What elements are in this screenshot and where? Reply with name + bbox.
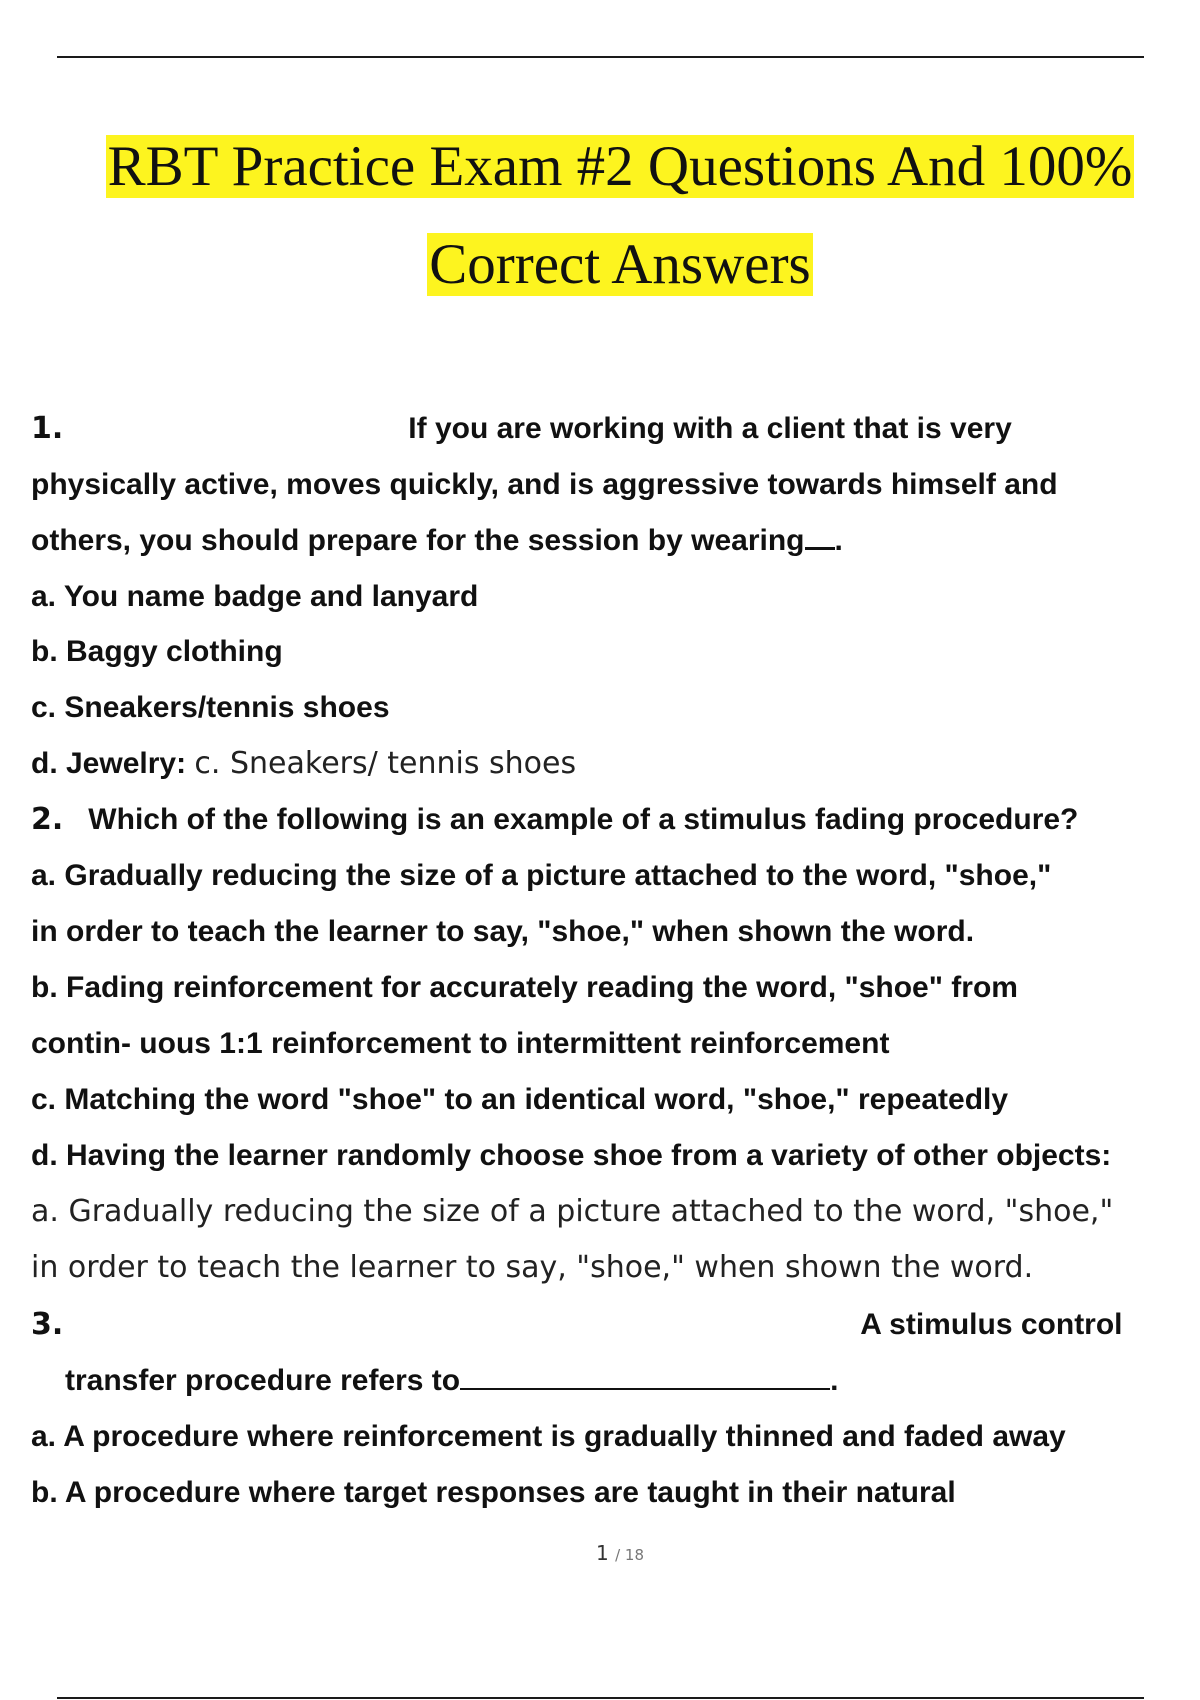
question-2-number: 2. — [31, 802, 64, 837]
question-1-option-c: c. Sneakers/tennis shoes — [31, 691, 390, 724]
question-2-answer-2: in order to teach the learner to say, "shoe," when shown the word. — [31, 1250, 1034, 1285]
page-current: 1 — [595, 1541, 609, 1565]
question-2-option-a-2: in order to teach the learner to say, "shoe," when shown the word. — [31, 915, 975, 948]
question-1-line-3: others, you should prepare for the session by wearing . — [31, 513, 1191, 569]
question-2-answer-1: a. Gradually reducing the size of a picture attached to the word, "shoe," — [31, 1194, 1114, 1229]
question-2-option-b-1: b. Fading reinforcement for accurately reading the word, "shoe" from — [31, 971, 1018, 1004]
title-line-2: Correct Answers — [429, 233, 811, 296]
document-title — [0, 118, 1200, 314]
question-1-answer: c. Sneakers/ tennis shoes — [194, 746, 577, 781]
answer-blank — [460, 1360, 830, 1390]
question-3-line-1 — [31, 1297, 1191, 1353]
question-2-stem: Which of the following is an example of a stimulus fading procedure? — [88, 803, 1079, 836]
question-2-line-1 — [31, 792, 1191, 848]
question-3-line-2: transfer procedure refers to . — [65, 1353, 1200, 1409]
question-1-number: 1. — [31, 411, 64, 446]
page-indicator — [0, 1541, 1200, 1565]
question-2-option-b-2: contin- uous 1:1 reinforcement to intermittent reinforcement — [31, 1027, 890, 1060]
question-2-option-a-1: a. Gradually reducing the size of a picture attached to the word, "shoe," — [31, 859, 1052, 892]
question-3-number: 3. — [31, 1307, 64, 1342]
question-1-line-1 — [31, 401, 1191, 457]
question-3-stem-1: A stimulus control — [860, 1308, 1123, 1341]
question-3-option-b: b. A procedure where target responses are taught in their natural — [31, 1476, 956, 1509]
page-total: / 18 — [615, 1546, 644, 1564]
question-3-stem-2: transfer procedure refers to — [65, 1364, 461, 1397]
question-1-stem-1: If you are working with a client that is very — [408, 412, 1012, 445]
question-3-option-a: a. A procedure where reinforcement is gradually thinned and faded away — [31, 1420, 1066, 1453]
title-line-1: RBT Practice Exam #2 Questions And 100% — [107, 135, 1133, 198]
question-1-option-d: d. Jewelry: — [31, 747, 187, 780]
bottom-rule — [57, 1697, 1144, 1699]
question-1-stem-3: others, you should prepare for the session by wearing — [31, 524, 805, 557]
question-1-option-a: a. You name badge and lanyard — [31, 580, 479, 613]
question-1-option-b: b. Baggy clothing — [31, 635, 283, 668]
question-2-option-d: d. Having the learner randomly choose shoe from a variety of other objects: — [31, 1139, 1112, 1172]
answer-blank — [805, 521, 835, 550]
question-1-option-d-line — [31, 736, 1191, 792]
question-2-option-c: c. Matching the word "shoe" to an identical word, "shoe," repeatedly — [31, 1083, 1009, 1116]
question-1-stem-2: physically active, moves quickly, and is aggressive towards himself and — [31, 468, 1058, 501]
top-rule — [57, 56, 1144, 58]
